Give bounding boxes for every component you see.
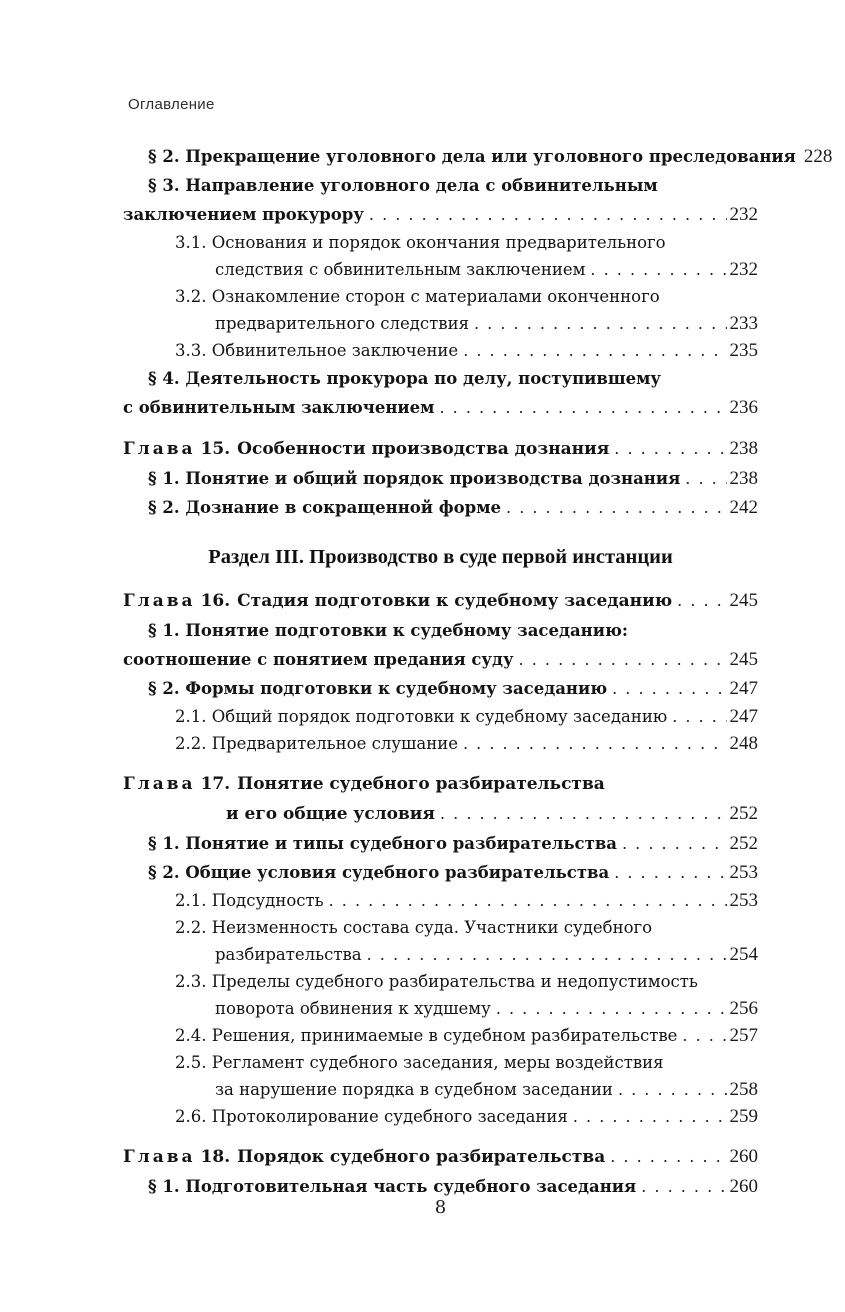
toc-entry-line [123,769,758,799]
entry-text: 2.1. Подсудность [175,891,324,910]
chapter-label: Глава [123,439,196,459]
toc-entry-line [123,1049,758,1076]
toc-entry-line [123,464,758,493]
toc-entry-line [123,616,758,645]
dot-leader [474,310,727,337]
toc-entry-line [123,799,758,829]
entry-text: 3.2. Ознакомление сторон с материалами оконченного [175,287,660,306]
toc-entry-line [123,1103,758,1130]
dot-leader [618,1076,727,1103]
entry-text: § 4. Деятельность прокурора по делу, поступившему [148,369,661,388]
entry-text: 2.2. Предварительное слушание [175,734,458,753]
page-number: 260 [729,1176,758,1197]
toc-entry-line [123,1076,758,1103]
entry-text: предварительного следствия [215,314,469,333]
dot-leader [496,995,727,1022]
chapter-number: 18. [200,1147,231,1167]
toc-entry-line [123,829,758,858]
dot-leader [682,1022,726,1049]
page-number: 259 [729,1106,758,1127]
page-number: 253 [729,890,758,911]
dot-leader [506,493,726,522]
dot-leader [367,941,727,968]
entry-text: 2.3. Пределы судебного разбирательства и недопустимость [175,972,698,991]
chapter-number: 16. [200,591,231,611]
entry-text: § 1. Понятие и типы судебного разбирательства [148,834,617,853]
entry-text: поворота обвинения к худшему [215,999,491,1018]
page-number: 252 [729,803,758,824]
page-number: 247 [729,706,758,727]
page-number: 235 [729,340,758,361]
toc-entry-line [123,941,758,968]
toc-entry-line [123,310,758,337]
dot-leader [622,829,727,858]
entry-text: § 1. Понятие и общий порядок производства дознания [148,469,681,488]
page-number: 247 [729,678,758,699]
toc-entry-line [123,1142,758,1172]
toc-entry-line [123,364,758,393]
dot-leader [573,1103,727,1130]
page-number: 232 [729,204,758,225]
dot-leader [439,393,726,422]
entry-text: § 2. Прекращение уголовного дела или уголовного преследования [148,147,796,166]
chapter-title: Стадия подготовки к судебному заседанию [237,591,673,611]
chapter-label: Глава [123,1147,196,1167]
page-number: 228 [803,146,833,167]
dot-leader [463,730,727,757]
entry-text: заключением прокурору [123,205,364,224]
dot-leader [463,337,726,364]
page-number: 254 [729,944,758,965]
entry-text: § 2. Дознание в сокращенной форме [148,498,502,517]
entry-text: и его общие условия [226,804,435,824]
entry-text: § 2. Формы подготовки к судебному заседанию [148,679,608,698]
toc-entry-line [123,434,758,464]
page-number: 242 [729,497,758,518]
section-heading: Раздел III. Производство в суде первой инстанции [208,546,673,568]
dot-leader [440,799,727,829]
toc-entry-line [123,337,758,364]
toc-entry-line [123,393,758,422]
entry-text: с обвинительным заключением [123,398,435,417]
toc-entry-line [123,283,758,310]
entry-text: следствия с обвинительным заключением [215,260,586,279]
page-header-ogolavlenie: Оглавление [128,96,215,113]
entry-text [123,1142,605,1172]
entry-text: § 1. Понятие подготовки к судебному заседанию: [148,621,628,640]
chapter-number: 17. [200,774,231,794]
page-number: 233 [729,313,758,334]
dot-leader [369,200,727,229]
dot-leader [677,586,726,616]
page-number: 248 [729,733,758,754]
dot-leader [612,674,726,703]
toc-entry-line [123,1022,758,1049]
page-number: 238 [729,468,758,489]
table-of-contents [123,142,833,1201]
entry-text: 2.4. Решения, принимаемые в судебном разбирательстве [175,1026,678,1045]
chapter-label: Глава [123,774,196,794]
toc-entry-line [123,858,758,887]
entry-text: за нарушение порядка в судебном заседании [215,1080,613,1099]
entry-text: § 2. Общие условия судебного разбирательства [148,863,610,882]
entry-text: 2.5. Регламент судебного заседания, меры воздействия [175,1053,664,1072]
dot-leader [672,703,726,730]
page-number: 260 [729,1146,758,1167]
page-number: 258 [729,1079,758,1100]
dot-leader [685,464,726,493]
toc-entry-line [123,914,758,941]
chapter-title: Понятие судебного разбирательства [237,774,605,794]
entry-text: 2.1. Общий порядок подготовки к судебному заседанию [175,707,668,726]
dot-leader [614,434,726,464]
page-number: 232 [729,259,758,280]
toc-entry-line [123,142,833,171]
entry-text: § 1. Подготовительная часть судебного заседания [148,1177,637,1196]
page-number: 253 [729,862,758,883]
page-number: 238 [729,438,758,459]
entry-text: соотношение с понятием предания суду [123,650,514,669]
toc-entry-line [123,968,758,995]
entry-text: разбирательства [215,945,362,964]
toc-entry-line [123,200,758,229]
chapter-label: Глава [123,591,196,611]
page-number: 257 [729,1025,758,1046]
toc-entry-line [123,887,758,914]
toc-entry-line [123,995,758,1022]
entry-text: 3.3. Обвинительное заключение [175,341,459,360]
toc-entry-line [123,586,758,616]
page-number: 256 [729,998,758,1019]
dot-leader [610,1142,726,1172]
dot-leader [590,256,726,283]
entry-text [123,769,605,799]
entry-text [123,586,672,616]
chapter-title: Особенности производства дознания [237,439,610,459]
chapter-title: Порядок судебного разбирательства [237,1147,606,1167]
toc-entry-line [123,703,758,730]
entry-text [123,434,609,464]
toc-entry-line [123,674,758,703]
entry-text: § 3. Направление уголовного дела с обвинительным [148,176,658,195]
page-number: 252 [729,833,758,854]
chapter-number: 15. [200,439,231,459]
dot-leader [519,645,727,674]
toc-entry-line [123,171,758,200]
entry-text: 2.6. Протоколирование судебного заседания [175,1107,568,1126]
toc-entry-line [123,256,758,283]
page-number: 236 [729,397,758,418]
dot-leader [614,858,726,887]
dot-leader [329,887,727,914]
toc-entry-line [123,730,758,757]
entry-text: 2.2. Неизменность состава суда. Участники судебного [175,918,653,937]
page-number: 245 [729,590,758,611]
toc-entry-line [123,229,758,256]
page-number: 245 [729,649,758,670]
entry-text: 3.1. Основания и порядок окончания предварительного [175,233,666,252]
page-number-footer: 8 [434,1197,447,1218]
toc-entry-line [123,493,758,522]
toc-entry-line [123,645,758,674]
